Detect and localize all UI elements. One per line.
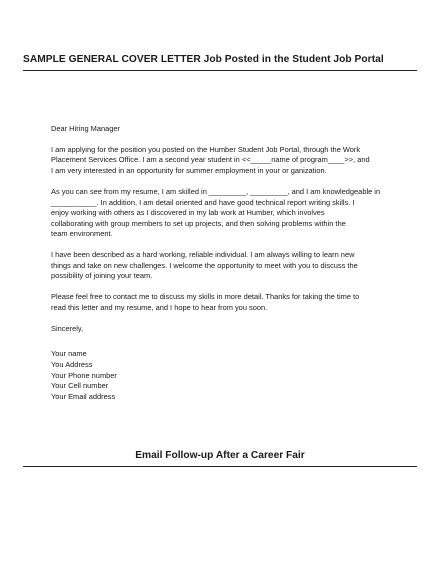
paragraph-line: ___________. In addition, I am detail oriented and have good technical report writing skills. I — [51, 197, 355, 207]
title-divider — [23, 70, 417, 71]
signature-cell: Your Cell number — [51, 381, 109, 391]
paragraph-line: As you can see from my resume, I am skilled in _________, _________, and I am knowledgeable in — [51, 186, 381, 196]
signature-email: Your Email address — [51, 391, 116, 401]
signature-name: Your name — [51, 349, 87, 359]
paragraph-line: things and take on new challenges. I welcome the opportunity to meet with you to discuss the — [51, 260, 358, 270]
paragraph-line: I am applying for the position you posted on the Humber Student Job Portal, through the Work — [51, 144, 361, 154]
signature-phone: Your Phone number — [51, 370, 117, 380]
paragraph-1 — [51, 145, 403, 177]
paragraph-2 — [51, 187, 403, 240]
paragraph-4 — [51, 292, 403, 313]
letter-body — [51, 124, 403, 402]
paragraph-line: I have been described as a hard working, reliable individual. I am always willing to learn new — [51, 250, 355, 260]
closing: Sincerely, — [51, 323, 84, 333]
paragraph-line: I am very interested in an opportunity for summer employment in your or ganization. — [51, 166, 327, 176]
paragraph-line: team environment. — [51, 229, 113, 239]
paragraph-line: possibility of joining your team. — [51, 271, 153, 281]
document-title: SAMPLE GENERAL COVER LETTER Job Posted in the Student Job Portal — [23, 54, 384, 65]
paragraph-line: Please feel free to contact me to discuss my skills in more detail. Thanks for taking the time to — [51, 292, 360, 302]
section-title: Email Follow-up After a Career Fair — [135, 450, 305, 461]
greeting: Dear Hiring Manager — [51, 124, 121, 133]
signature-address: You Address — [51, 359, 93, 369]
paragraph-line: Placement Services Office. I am a second year student in <<_____name of program____>>, and — [51, 155, 370, 165]
signature-block — [51, 349, 403, 402]
paragraph-line: read this letter and my resume, and I hope to hear from you soon. — [51, 302, 268, 312]
paragraph-3 — [51, 250, 403, 282]
section-divider — [23, 466, 417, 467]
paragraph-line: enjoy working with others as I discovered in my lab work at Humber, which involves — [51, 208, 325, 218]
paragraph-line: collaborating with group members to set up projects, and then solving problems within the — [51, 218, 346, 228]
